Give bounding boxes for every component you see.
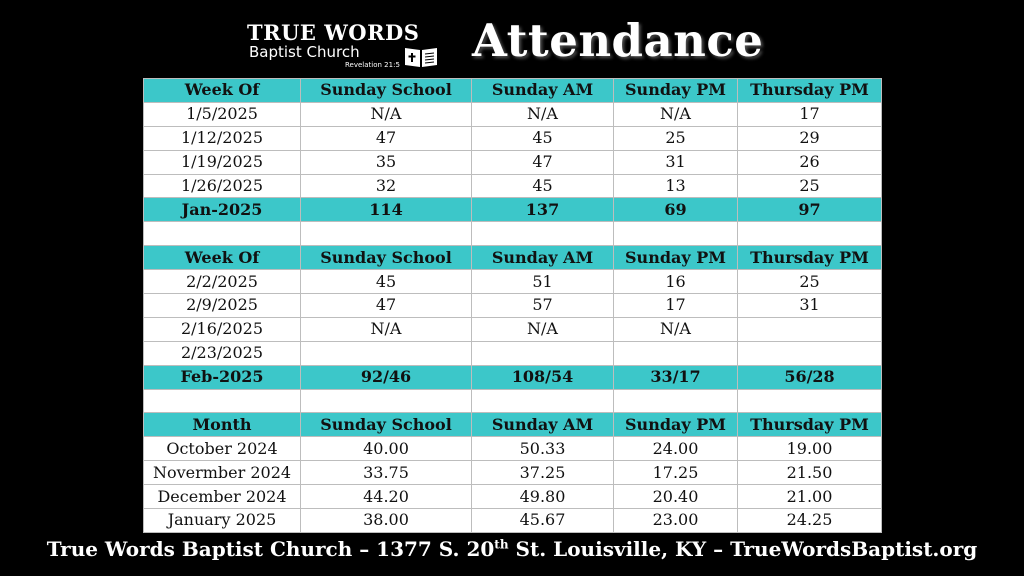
table-cell [301,222,472,246]
header-row [144,413,882,437]
table-cell: 2/16/2025 [144,317,301,341]
table-cell: N/A [301,102,472,126]
footer-before: True Words Baptist Church – 1377 S. 20 [46,537,495,561]
table-row [144,485,882,509]
table-cell: 38.00 [301,509,472,533]
table-cell: 1/5/2025 [144,102,301,126]
table-row [144,270,882,294]
table-cell: 137 [472,198,614,222]
table-cell: Week Of [144,246,301,270]
table-cell: 37.25 [472,461,614,485]
table-cell: Sunday PM [614,79,738,103]
church-logo [245,20,440,72]
table-cell: 31 [738,294,882,318]
table-cell [144,222,301,246]
table-cell: Sunday PM [614,246,738,270]
table-cell: 29 [738,126,882,150]
table-row [144,509,882,533]
table-cell [301,341,472,365]
table-cell: 21.50 [738,461,882,485]
total-row [144,198,882,222]
table-cell: Sunday School [301,79,472,103]
table-cell: 97 [738,198,882,222]
table-cell: Jan-2025 [144,198,301,222]
table-cell: 51 [472,270,614,294]
table-cell: 108/54 [472,365,614,389]
table-cell: 21.00 [738,485,882,509]
header-row [144,79,882,103]
table-cell: January 2025 [144,509,301,533]
table-cell: Sunday AM [472,246,614,270]
table-cell: 40.00 [301,437,472,461]
table-cell: 24.00 [614,437,738,461]
table-cell: 49.80 [472,485,614,509]
table-cell: 26 [738,150,882,174]
table-cell [614,222,738,246]
table-cell: 2/2/2025 [144,270,301,294]
table-cell: Sunday AM [472,413,614,437]
table-cell: December 2024 [144,485,301,509]
total-row [144,365,882,389]
table-cell: October 2024 [144,437,301,461]
footer-after: St. Louisville, KY – TrueWordsBaptist.org [508,537,978,561]
table-cell [614,341,738,365]
table-cell: 47 [472,150,614,174]
spacer-row [144,389,882,413]
table-cell: 33/17 [614,365,738,389]
table-row [144,294,882,318]
table-cell: 23.00 [614,509,738,533]
table-cell: 45.67 [472,509,614,533]
footer-sup: th [494,537,509,552]
table-cell: 92/46 [301,365,472,389]
table-cell: 25 [738,174,882,198]
table-row [144,437,882,461]
table-cell [738,222,882,246]
table-cell: 45 [301,270,472,294]
bible-icon [404,44,438,68]
table-cell [144,389,301,413]
table-cell: 35 [301,150,472,174]
table-cell [301,389,472,413]
table-cell: Sunday School [301,413,472,437]
table-cell: Feb-2025 [144,365,301,389]
table-cell: 57 [472,294,614,318]
table-cell [614,389,738,413]
table-cell: 20.40 [614,485,738,509]
table-cell: Novermber 2024 [144,461,301,485]
table-row [144,174,882,198]
table-cell: 45 [472,126,614,150]
table-cell: 45 [472,174,614,198]
table-cell: 13 [614,174,738,198]
table-cell: Thursday PM [738,246,882,270]
table-cell: 114 [301,198,472,222]
table-cell [738,389,882,413]
table-cell: N/A [614,102,738,126]
table-cell: 32 [301,174,472,198]
table-cell: N/A [301,317,472,341]
table-cell: Thursday PM [738,79,882,103]
table-cell: 69 [614,198,738,222]
table-cell: Sunday School [301,246,472,270]
table-cell [472,389,614,413]
table-row [144,461,882,485]
table-cell: 1/26/2025 [144,174,301,198]
table-cell [738,341,882,365]
table-cell: 17.25 [614,461,738,485]
table-cell: 1/19/2025 [144,150,301,174]
table-cell: Sunday PM [614,413,738,437]
table-cell: Week Of [144,79,301,103]
table-cell [472,222,614,246]
table-cell: N/A [472,317,614,341]
table-cell: 24.25 [738,509,882,533]
table-cell: 47 [301,294,472,318]
table-cell: Month [144,413,301,437]
table-cell: 33.75 [301,461,472,485]
table-cell: N/A [614,317,738,341]
logo-verse: Revelation 21:5 [345,61,400,69]
table-row [144,126,882,150]
table-cell: 2/23/2025 [144,341,301,365]
table-cell: 2/9/2025 [144,294,301,318]
table-cell: 25 [738,270,882,294]
table-cell: 56/28 [738,365,882,389]
table-cell: 1/12/2025 [144,126,301,150]
logo-line1: TRUE WORDS [247,20,420,45]
table-row [144,341,882,365]
attendance-table [143,78,882,533]
table-cell: 16 [614,270,738,294]
table-cell: 50.33 [472,437,614,461]
table-cell: Sunday AM [472,79,614,103]
header-row [144,246,882,270]
table-cell: 47 [301,126,472,150]
table-row [144,102,882,126]
footer-text [0,537,1024,561]
table-cell: 25 [614,126,738,150]
table-row [144,150,882,174]
spacer-row [144,222,882,246]
table-cell: Thursday PM [738,413,882,437]
table-cell: 19.00 [738,437,882,461]
table-cell: N/A [472,102,614,126]
table-cell: 31 [614,150,738,174]
table-cell [472,341,614,365]
table-cell: 44.20 [301,485,472,509]
page-title: Attendance [472,14,764,67]
logo-line2: Baptist Church [249,43,360,61]
table-row [144,317,882,341]
table-cell [738,317,882,341]
table-cell: 17 [738,102,882,126]
table-cell: 17 [614,294,738,318]
